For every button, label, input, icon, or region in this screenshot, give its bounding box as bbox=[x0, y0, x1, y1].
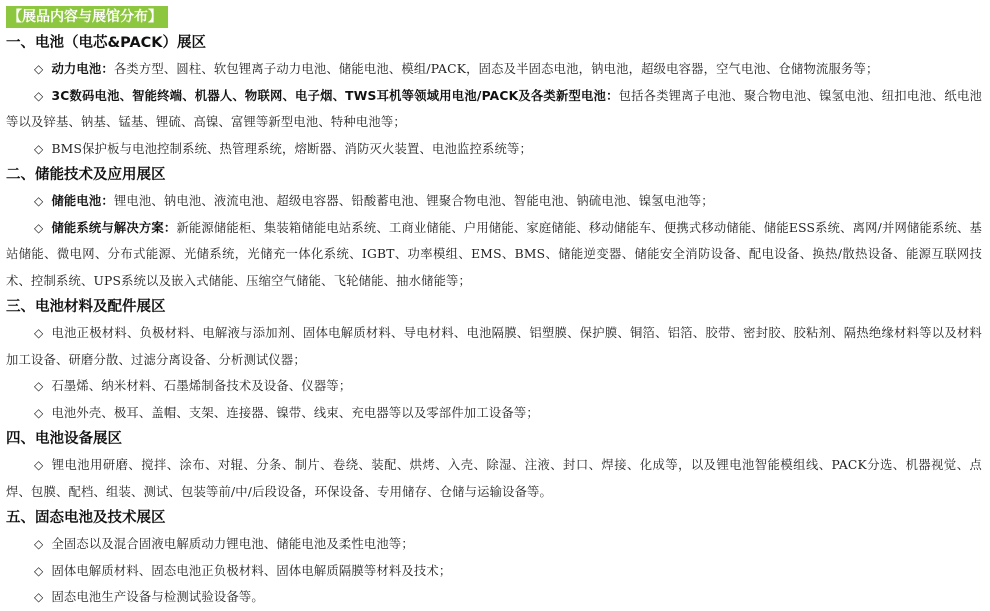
item-text: 电池外壳、极耳、盖帽、支架、连接器、镍带、线束、充电器等以及零部件加工设备等； bbox=[51, 405, 539, 420]
diamond-bullet-icon: ◇ bbox=[34, 220, 44, 235]
item-text: 锂电池、钠电池、液流电池、超级电容器、铅酸蓄电池、锂聚合物电池、智能电池、钠硫电池、镍氢电池等； bbox=[113, 194, 714, 208]
section-heading: 四、电池设备展区 bbox=[6, 431, 122, 447]
exhibit-item bbox=[6, 373, 982, 400]
diamond-bullet-icon: ◇ bbox=[34, 590, 44, 604]
section-heading: 一、电池（电芯&PACK）展区 bbox=[6, 35, 207, 51]
diamond-bullet-icon: ◇ bbox=[34, 537, 44, 551]
item-lead: 动力电池： bbox=[51, 62, 114, 76]
diamond-bullet-icon: ◇ bbox=[34, 141, 44, 156]
exhibit-item bbox=[6, 188, 982, 215]
exhibit-item bbox=[6, 56, 982, 83]
exhibit-item bbox=[6, 531, 982, 558]
sections-container bbox=[6, 30, 982, 611]
item-text: 固体电解质材料、固态电池正负极材料、固体电解质隔膜等材料及技术； bbox=[51, 563, 452, 578]
item-text: 锂电池用研磨、搅拌、涂布、对辊、分条、制片、卷绕、装配、烘烤、入壳、除湿、注液、封口、焊接、化成等，以及锂电池智能模组线、PACK分选、机器视觉、点焊、包膜、配档、组装、测试、包装等前/中/后段设备，环保设备、专用储存、仓储与运输设备等。 bbox=[6, 458, 982, 499]
item-text: 电池正极材料、负极材料、电解液与添加剂、固体电解质材料、导电材料、电池隔膜、铝塑膜、保护膜、铜箔、铝箔、胶带、密封胶、胶粘剂、隔热绝缘材料等以及材料加工设备、研磨分散、过滤分离设备、分析测试仪器； bbox=[6, 326, 982, 367]
title-row bbox=[6, 4, 982, 30]
diamond-bullet-icon: ◇ bbox=[34, 194, 44, 208]
item-lead: 储能系统与解决方案： bbox=[51, 220, 177, 235]
diamond-bullet-icon: ◇ bbox=[34, 88, 44, 103]
item-text: 固态电池生产设备与检测试验设备等。 bbox=[51, 590, 264, 604]
diamond-bullet-icon: ◇ bbox=[34, 62, 44, 76]
item-text: 石墨烯、纳米材料、石墨烯制备技术及设备、仪器等； bbox=[51, 379, 352, 393]
exhibit-item bbox=[6, 558, 982, 585]
diamond-bullet-icon: ◇ bbox=[34, 405, 44, 420]
exhibit-item bbox=[6, 320, 982, 373]
item-text: 各类方型、圆柱、软包锂离子动力电池、储能电池、模组/PACK，固态及半固态电池，钠电池，超级电容器，空气电池、仓储物流服务等； bbox=[113, 62, 879, 76]
section-heading: 三、电池材料及配件展区 bbox=[6, 299, 166, 315]
item-text: BMS保护板与电池控制系统、热管理系统，熔断器、消防灭火装置、电池监控系统等； bbox=[51, 141, 532, 156]
section-heading: 二、储能技术及应用展区 bbox=[6, 167, 166, 183]
exhibit-item bbox=[6, 452, 982, 505]
item-text: 包括各类锂离子电池、聚合物电池、镍氢电池、纽扣电池、纸电池等以及锌基、钠基、锰基、锂硫、高镍、富锂等新型电池、特种电池等； bbox=[6, 88, 982, 129]
exhibit-item bbox=[6, 215, 982, 295]
exhibit-item bbox=[6, 400, 982, 427]
exhibit-item bbox=[6, 584, 982, 611]
item-lead: 3C数码电池、智能终端、机器人、物联网、电子烟、TWS耳机等领域用电池/PACK及各类新型电池： bbox=[51, 88, 619, 103]
document-title: 【展品内容与展馆分布】 bbox=[6, 6, 168, 28]
exhibit-item bbox=[6, 136, 982, 163]
item-text: 全固态以及混合固液电解质动力锂电池、储能电池及柔性电池等； bbox=[51, 537, 414, 551]
diamond-bullet-icon: ◇ bbox=[34, 379, 44, 393]
diamond-bullet-icon: ◇ bbox=[34, 563, 44, 578]
diamond-bullet-icon: ◇ bbox=[34, 458, 44, 472]
item-text: 新能源储能柜、集装箱储能电站系统、工商业储能、户用储能、家庭储能、移动储能车、便携式移动储能、储能ESS系统、离网/并网储能系统、基站储能、微电网、分布式能源、光储系统，光储充一体化系统、IGBT、功率模组、EMS、BMS、储能逆变器、储能安全消防设备、配电设备、换热/散热设备、能源互联网技术、控制系统、UPS系统以及嵌入式储能、压缩空气储能、飞轮储能、抽水储能等； bbox=[6, 220, 982, 288]
section-heading: 五、固态电池及技术展区 bbox=[6, 510, 166, 526]
diamond-bullet-icon: ◇ bbox=[34, 326, 44, 340]
item-lead: 储能电池： bbox=[51, 194, 114, 208]
exhibit-item bbox=[6, 83, 982, 136]
